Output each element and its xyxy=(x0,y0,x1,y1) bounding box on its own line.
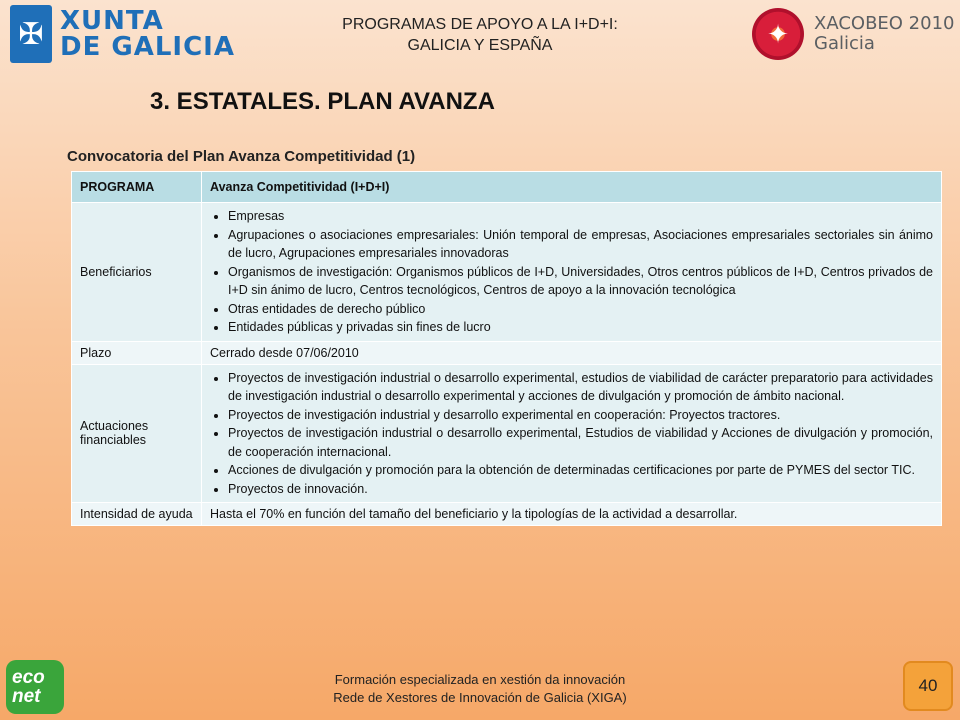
list-item: • Organismos de investigación: Organismos públicos de I+D, Universidades, Otros centros públicos de I+D, Centros privados de I+D sin ánimo de lucro, Centros tecnológicos, Centros de apoyo a la innovación tecnológica xyxy=(228,263,933,300)
xacobeo-emblem-icon: ✦ xyxy=(752,8,804,60)
xacobeo-logo-text xyxy=(814,14,954,54)
intensidad-row xyxy=(72,503,942,526)
list-item: • Proyectos de investigación industrial y desarrollo experimental en cooperación: Proyectos tractores. xyxy=(228,406,933,425)
footer-line2: Rede de Xestores de Innovación de Galicia (XIGA) xyxy=(333,690,627,705)
header-title xyxy=(250,14,710,56)
header-label-cell: PROGRAMA xyxy=(72,172,202,203)
actuaciones-label: Actuaciones financiables xyxy=(72,364,202,503)
footer xyxy=(250,671,710,707)
econet-logo xyxy=(6,660,64,714)
page-number-badge: 40 xyxy=(903,661,953,711)
footer-line1: Formación especializada en xestión da innovación xyxy=(334,672,626,687)
list-item: • Proyectos de investigación industrial o desarrollo experimental, estudios de viabilidad de carácter preparatorio para actividades de investigación industrial o desarrollo experimental y acciones de divulgación y promoción de ámbito nacional. xyxy=(228,369,933,406)
xacobeo-2010-logo xyxy=(752,8,954,60)
header-title-line1: PROGRAMAS DE APOYO A LA I+D+I: xyxy=(342,16,618,33)
beneficiarios-list xyxy=(210,207,933,337)
list-item: • Proyectos de investigación industrial o desarrollo experimental, Estudios de viabilidad y Acciones de divulgación y promoción, de cooperación internacional. xyxy=(228,424,933,461)
plazo-label: Plazo xyxy=(72,341,202,364)
program-table xyxy=(71,171,942,526)
plazo-value: Cerrado desde 07/06/2010 xyxy=(202,341,942,364)
actuaciones-list xyxy=(210,369,933,499)
list-item: • Empresas xyxy=(228,207,933,226)
xunta-logo-text: XUNTA DE GALICIA xyxy=(60,6,235,62)
xunta-de-galicia-logo xyxy=(10,5,235,63)
xunta-shield-icon: ✠ xyxy=(10,5,52,63)
beneficiarios-cell xyxy=(202,203,942,342)
beneficiarios-row xyxy=(72,203,942,342)
list-item: • Agrupaciones o asociaciones empresariales: Unión temporal de empresas, Asociaciones empresariales sectoriales sin ánimo de lucro, Agrupaciones empresariales innovadoras xyxy=(228,226,933,263)
header-title-line2: GALICIA Y ESPAÑA xyxy=(407,37,553,54)
intensidad-value: Hasta el 70% en función del tamaño del beneficiario y la tipologías de la actividad a desarrollar. xyxy=(202,503,942,526)
header-value-cell: Avanza Competitividad (I+D+I) xyxy=(202,172,942,203)
econet-logo-text: eco net xyxy=(12,667,45,707)
xacobeo-logo-line1: XACOBEO 2010 xyxy=(814,13,955,34)
beneficiarios-label: Beneficiarios xyxy=(72,203,202,342)
convocatoria-title: Convocatoria del Plan Avanza Competitividad (1) xyxy=(67,148,416,165)
actuaciones-row xyxy=(72,364,942,503)
list-item: • Entidades públicas y privadas sin fines de lucro xyxy=(228,318,933,337)
list-item: • Acciones de divulgación y promoción para la obtención de determinadas certificaciones por parte de PYMES del sector TIC. xyxy=(228,461,933,480)
actuaciones-cell xyxy=(202,364,942,503)
xacobeo-logo-line2: Galicia xyxy=(814,33,875,54)
list-item: • Proyectos de innovación. xyxy=(228,480,933,499)
section-title: 3. ESTATALES. PLAN AVANZA xyxy=(150,88,495,115)
plazo-row xyxy=(72,341,942,364)
intensidad-label: Intensidad de ayuda xyxy=(72,503,202,526)
table-header-row xyxy=(72,172,942,203)
list-item: • Otras entidades de derecho público xyxy=(228,300,933,319)
